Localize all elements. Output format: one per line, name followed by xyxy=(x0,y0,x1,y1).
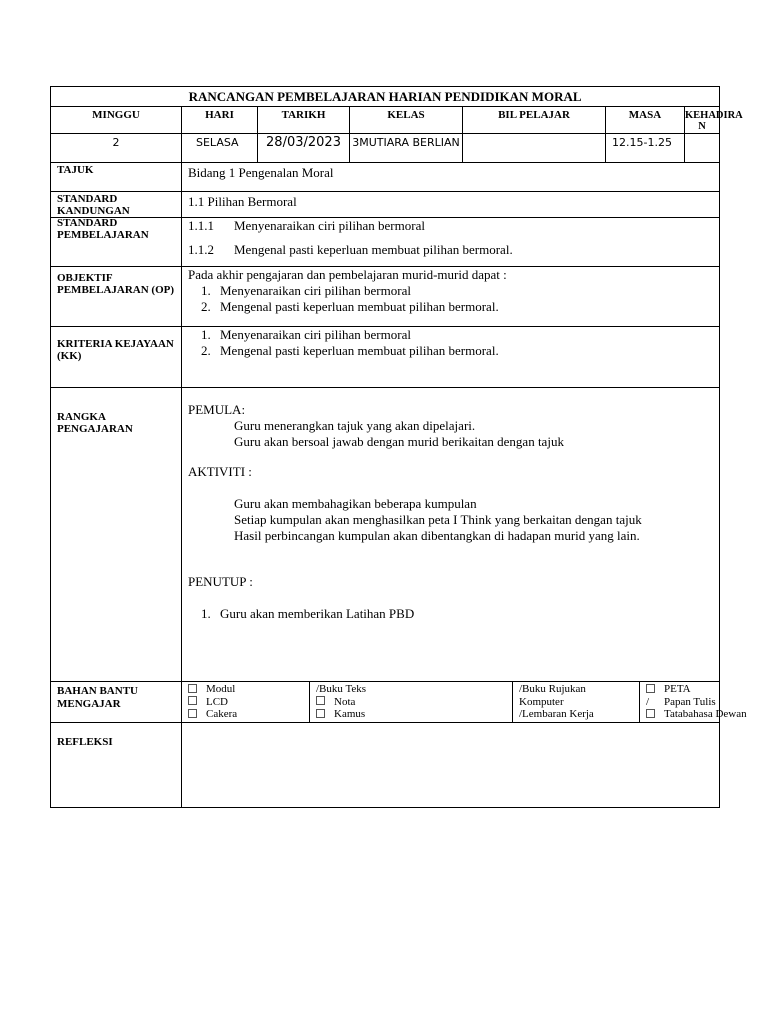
value-tajuk: Bidang 1 Pengenalan Moral xyxy=(182,163,720,192)
value-kelas: 3MUTIARA BERLIAN xyxy=(350,134,463,163)
value-minggu: 2 xyxy=(51,134,182,163)
document-title: RANCANGAN PEMBELAJARAN HARIAN PENDIDIKAN MORAL xyxy=(51,87,720,107)
label-rangka: RANGKA PENGAJARAN xyxy=(51,388,182,682)
checkbox-icon xyxy=(646,709,655,718)
value-tarikh: 28/03/2023 xyxy=(258,134,350,163)
value-bil-pelajar xyxy=(463,134,606,163)
header-bil-pelajar: BIL PELAJAR xyxy=(463,107,606,134)
list-item: 1. Menyenaraikan ciri pilihan bermoral xyxy=(214,283,719,299)
bahan-item: Komputer xyxy=(519,695,564,708)
bahan-item: Cakera xyxy=(188,708,309,721)
list-item: 1. Guru akan memberikan Latihan PBD xyxy=(214,606,719,622)
bahan-item: /Buku Rujukan xyxy=(519,683,586,695)
lesson-plan-table xyxy=(50,86,747,808)
pemula-item: Guru akan bersoal jawab dengan murid berikaitan dengan tajuk xyxy=(234,434,564,449)
bahan-item: / Papan Tulis xyxy=(646,695,716,708)
objektif-content xyxy=(182,267,720,327)
bahan-item: Kamus xyxy=(316,708,512,721)
bahan-col-1 xyxy=(182,682,310,723)
label-standard-pembelajaran: STANDARD PEMBELAJARAN xyxy=(51,218,182,267)
objektif-intro: Pada akhir pengajaran dan pembelajaran murid-murid dapat : xyxy=(188,267,507,282)
checkbox-icon xyxy=(316,709,325,718)
header-masa: MASA xyxy=(606,107,685,134)
value-masa: 12.15-1.25 xyxy=(606,134,685,163)
penutup-list xyxy=(188,606,719,622)
pemula-heading: PEMULA: xyxy=(188,402,246,417)
sp-item: 1.1.1 Menyenaraikan ciri pilihan bermoral xyxy=(188,218,425,233)
header-hari: HARI xyxy=(182,107,258,134)
checkbox-icon xyxy=(646,684,655,693)
value-kehadiran xyxy=(685,134,720,163)
kriteria-content xyxy=(182,327,720,388)
bahan-col-4 xyxy=(640,682,747,723)
aktiviti-heading: AKTIVITI : xyxy=(188,464,252,479)
value-refleksi xyxy=(182,723,720,808)
aktiviti-item: Setiap kumpulan akan menghasilkan peta I Think yang berkaitan dengan tajuk xyxy=(234,512,642,527)
header-kehadiran: KEHADIRA N xyxy=(685,107,720,134)
label-refleksi: REFLEKSI xyxy=(51,723,182,808)
label-standard-kandungan: STANDARD KANDUNGAN xyxy=(51,192,182,218)
checkbox-icon xyxy=(188,709,197,718)
objektif-list xyxy=(188,283,719,315)
rangka-content xyxy=(182,388,720,682)
bahan-col-2 xyxy=(310,682,513,723)
header-minggu: MINGGU xyxy=(51,107,182,134)
list-item: 1. Menyenaraikan ciri pilihan bermoral xyxy=(214,327,719,343)
checkbox-icon xyxy=(316,696,325,705)
header-tarikh: TARIKH xyxy=(258,107,350,134)
bahan-item: /Lembaran Kerja xyxy=(519,708,594,720)
bahan-col-3 xyxy=(513,682,640,723)
standard-pembelajaran-list xyxy=(182,218,720,267)
label-bahan: BAHAN BANTU MENGAJAR xyxy=(51,682,182,723)
bahan-item: /Buku Teks xyxy=(316,683,367,695)
value-standard-kandungan: 1.1 Pilihan Bermoral xyxy=(182,192,720,218)
checkbox-icon xyxy=(188,684,197,693)
label-tajuk: TAJUK xyxy=(51,163,182,192)
header-kelas: KELAS xyxy=(350,107,463,134)
label-kriteria: KRITERIA KEJAYAAN (KK) xyxy=(51,327,182,388)
list-item: 2. Mengenal pasti keperluan membuat pilihan bermoral. xyxy=(214,299,719,315)
aktiviti-item: Guru akan membahagikan beberapa kumpulan xyxy=(234,496,477,511)
checkbox-icon xyxy=(188,696,197,705)
bahan-item: PETA xyxy=(646,683,719,696)
slash-mark: / xyxy=(646,695,650,708)
aktiviti-item: Hasil perbincangan kumpulan akan dibentangkan di hadapan murid yang lain. xyxy=(234,528,640,543)
list-item: 2. Mengenal pasti keperluan membuat pilihan bermoral. xyxy=(214,343,719,359)
pemula-item: Guru menerangkan tajuk yang akan dipelajari. xyxy=(234,418,476,433)
bahan-item: Tatabahasa Dewan xyxy=(646,708,719,721)
bahan-item: Nota xyxy=(316,696,512,709)
value-hari: SELASA xyxy=(182,134,258,163)
bahan-item: Modul xyxy=(188,683,309,696)
sp-item: 1.1.2 Mengenal pasti keperluan membuat pilihan bermoral. xyxy=(188,242,513,257)
label-objektif: OBJEKTIF PEMBELAJARAN (OP) xyxy=(51,267,182,327)
kriteria-list xyxy=(188,327,719,359)
penutup-heading: PENUTUP : xyxy=(188,574,253,589)
bahan-item: LCD xyxy=(188,696,309,709)
